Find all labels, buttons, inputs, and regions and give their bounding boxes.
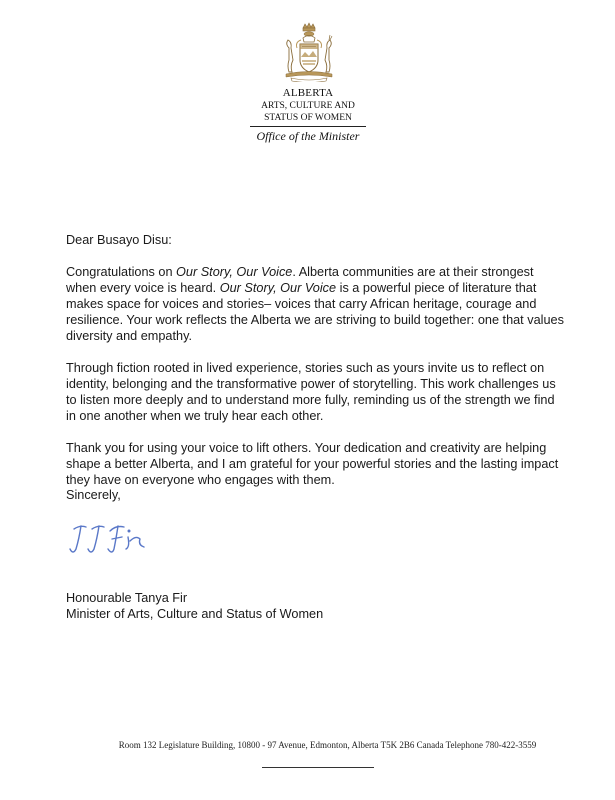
paragraph-2: Through fiction rooted in lived experience, stories such as yours invite us to reflect on identity, belonging and the transformative power of storytelling. This work challenges us to listen more deeply and to understand more fully, reminding us of the strength we find in one another when we truly hear each other. [66,361,556,423]
signer-block [66,590,323,622]
footer-address: Room 132 Legislature Building, 10800 - 97 Avenue, Edmonton, Alberta T5K 2B6 Canada Telephone 780-422-3559 [118,740,537,750]
handwritten-signature [66,515,176,563]
department-line-2: STATUS OF WOMEN [264,113,352,123]
org-name: ALBERTA [282,87,334,99]
p1-text-3: is a powerful piece of literature that makes space for voices and stories– voices that carry African heritage, courage and resilience. Your work reflects the Alberta we are striving to build together: one that values diversity and empathy. [66,281,564,343]
closing: Sincerely, [66,488,121,502]
alberta-coat-of-arms-icon [281,22,337,82]
salutation: Dear Busayo Disu: [66,233,172,247]
book-title: Our Story, Our Voice [219,281,337,295]
letterhead-divider [250,126,366,127]
signer-name: Honourable Tanya Fir [66,591,188,605]
paragraph-1 [66,264,566,344]
footer-divider [262,767,374,768]
p1-text-1: Congratulations on [66,265,177,279]
office-name: Office of the Minister [256,129,360,143]
letterhead [250,87,366,144]
department-line-1: ARTS, CULTURE AND [261,101,355,111]
book-title: Our Story, Our Voice [176,265,293,279]
signer-title: Minister of Arts, Culture and Status of Women [66,607,324,621]
paragraph-3: Thank you for using your voice to lift others. Your dedication and creativity are helping shape a better Alberta, and I am grateful for your powerful stories and the lasting impact they have on everyone who engages with them. [66,441,559,487]
p1-text-2: . Alberta communities are at their strongest when every voice is heard. [66,265,534,295]
